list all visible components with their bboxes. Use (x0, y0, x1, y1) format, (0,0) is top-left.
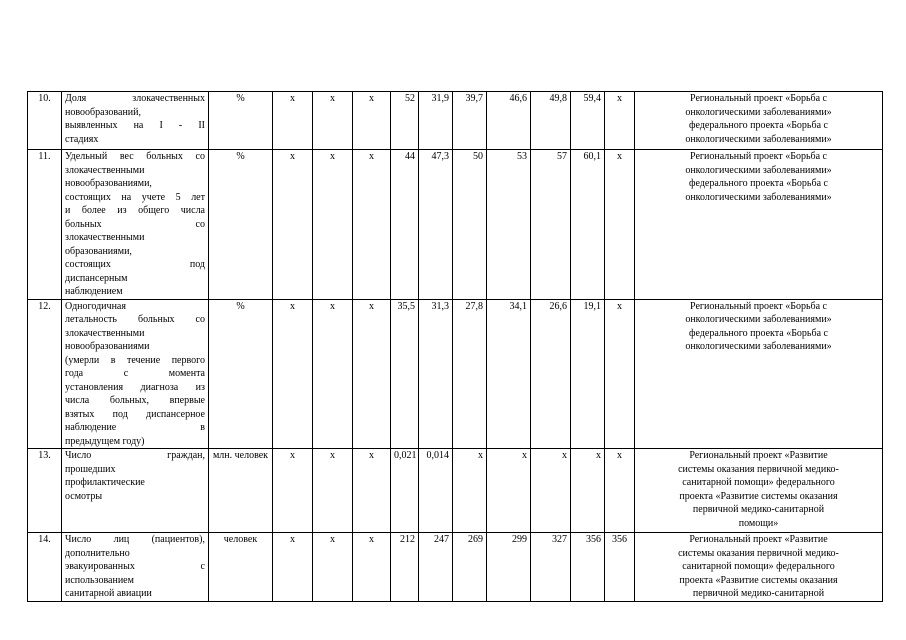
col-y6: 19,1 (571, 299, 605, 449)
source-line: Региональный проект «Борьба с (690, 151, 827, 162)
indicator-cell (62, 299, 209, 449)
col-v3: x (353, 449, 391, 533)
col-y3: x (453, 449, 487, 533)
col-y1: 44 (391, 150, 419, 300)
col-y3: 39,7 (453, 92, 487, 150)
indicator-line: осмотры (65, 490, 103, 502)
col-v2: x (313, 299, 353, 449)
source-line: Региональный проект «Борьба с (690, 300, 827, 312)
col-y2: 31,9 (419, 92, 453, 150)
indicator-line: состоящих на учете 5 лет (65, 191, 205, 203)
table-row (28, 92, 883, 150)
indicator-line: злокачественными (65, 232, 145, 243)
col-y4: 299 (487, 533, 531, 602)
col-y5: x (531, 449, 571, 533)
indicator-line: года с момента (65, 368, 205, 379)
source-line: первичной медико-санитарной (692, 588, 825, 599)
col-v2: x (313, 150, 353, 300)
col-y3: 269 (453, 533, 487, 602)
indicator-line: санитарной авиации (65, 588, 152, 599)
indicator-line: предыдущем году) (65, 435, 145, 447)
col-y6: 59,4 (571, 92, 605, 150)
source-cell (635, 150, 883, 300)
table-row (28, 299, 883, 449)
indicator-line: Удельный вес больных со (65, 151, 205, 162)
col-y5: 57 (531, 150, 571, 300)
indicator-line: злокачественными (65, 164, 145, 176)
indicator-line: наблюдением (65, 286, 123, 297)
source-cell (635, 449, 883, 533)
indicator-line: состоящих под (65, 259, 205, 270)
col-v2: x (313, 533, 353, 602)
col-y5: 26,6 (531, 299, 571, 449)
source-line: онкологическими заболеваниями» (685, 341, 832, 352)
indicator-line: и более из общего числа (65, 205, 205, 216)
col-y6: 60,1 (571, 150, 605, 300)
indicator-line: эвакуированных с (65, 561, 205, 572)
unit-cell: млн. человек (209, 449, 273, 533)
indicator-cell (62, 92, 209, 150)
table-row (28, 449, 883, 533)
table-row (28, 150, 883, 300)
source-line: проекта «Развитие системы оказания (679, 490, 838, 502)
col-y1: 212 (391, 533, 419, 602)
indicator-line: взятых под диспансерное (65, 408, 205, 420)
source-line: проекта «Развитие системы оказания (679, 574, 838, 586)
source-line: федерального проекта «Борьба с (689, 178, 828, 189)
col-y3: 50 (453, 150, 487, 300)
col-y5: 327 (531, 533, 571, 602)
col-y7: x (605, 92, 635, 150)
col-v1: x (273, 533, 313, 602)
indicator-line: новообразованиями, (65, 178, 152, 189)
source-cell (635, 299, 883, 449)
indicator-line: диспансерным (65, 272, 128, 284)
table-body (28, 92, 883, 602)
source-line: системы оказания первичной медико- (678, 463, 839, 475)
col-y7: x (605, 299, 635, 449)
col-y6: x (571, 449, 605, 533)
source-line: помощи» (738, 517, 779, 529)
col-y4: 34,1 (487, 299, 531, 449)
indicator-line: злокачественными (65, 327, 145, 339)
source-line: Региональный проект «Развитие (689, 450, 828, 461)
indicator-line: образованиями, (65, 245, 132, 257)
source-line: системы оказания первичной медико- (678, 547, 839, 559)
indicator-line: выявленных на I - II (65, 120, 205, 131)
indicator-line: Число лиц (пациентов), (65, 534, 205, 545)
indicator-line: профилактические (65, 477, 145, 488)
indicator-line: новообразованиями (65, 341, 150, 352)
col-v2: x (313, 92, 353, 150)
col-y2: 0,014 (419, 449, 453, 533)
indicator-line: летальность больных со (65, 314, 205, 325)
unit-cell: человек (209, 533, 273, 602)
col-y1: 52 (391, 92, 419, 150)
source-line: Региональный проект «Развитие (689, 534, 828, 545)
col-v1: x (273, 299, 313, 449)
row-number: 10. (28, 92, 62, 150)
col-y2: 47,3 (419, 150, 453, 300)
indicator-line: дополнительно (65, 547, 130, 559)
indicator-line: установления диагноза из (65, 381, 205, 393)
col-y4: 53 (487, 150, 531, 300)
unit-cell: % (209, 299, 273, 449)
col-y7: x (605, 449, 635, 533)
indicator-line: Одногодичная (65, 300, 126, 312)
indicator-line: наблюдение в (65, 422, 205, 433)
indicator-line: (умерли в течение первого (65, 354, 205, 366)
indicators-table (27, 91, 883, 602)
source-cell (635, 533, 883, 602)
row-number: 14. (28, 533, 62, 602)
indicator-cell (62, 150, 209, 300)
col-v1: x (273, 92, 313, 150)
indicator-line: использованием (65, 574, 134, 586)
source-line: онкологическими заболеваниями» (685, 133, 832, 145)
col-v3: x (353, 92, 391, 150)
col-y2: 247 (419, 533, 453, 602)
col-v3: x (353, 533, 391, 602)
indicator-line: больных со (65, 218, 205, 230)
source-line: санитарной помощи» федерального (682, 477, 835, 488)
source-line: Региональный проект «Борьба с (690, 93, 827, 104)
unit-cell: % (209, 150, 273, 300)
col-v3: x (353, 150, 391, 300)
source-line: федерального проекта «Борьба с (689, 327, 828, 339)
col-y7: x (605, 150, 635, 300)
row-number: 12. (28, 299, 62, 449)
col-y5: 49,8 (531, 92, 571, 150)
indicator-line: Доля злокачественных (65, 93, 205, 104)
indicator-line: новообразований, (65, 106, 142, 118)
col-v2: x (313, 449, 353, 533)
col-y7: 356 (605, 533, 635, 602)
source-line: онкологическими заболеваниями» (685, 164, 832, 176)
col-y4: x (487, 449, 531, 533)
source-line: федерального проекта «Борьба с (689, 120, 828, 131)
col-v1: x (273, 150, 313, 300)
source-line: первичной медико-санитарной (692, 504, 825, 515)
col-y2: 31,3 (419, 299, 453, 449)
indicator-line: числа больных, впервые (65, 395, 205, 406)
col-v1: x (273, 449, 313, 533)
source-line: санитарной помощи» федерального (682, 561, 835, 572)
source-cell (635, 92, 883, 150)
source-line: онкологическими заболеваниями» (685, 106, 832, 118)
row-number: 13. (28, 449, 62, 533)
col-y1: 0,021 (391, 449, 419, 533)
table-row (28, 533, 883, 602)
indicator-line: Число граждан, (65, 450, 205, 461)
indicator-cell (62, 449, 209, 533)
row-number: 11. (28, 150, 62, 300)
col-y4: 46,6 (487, 92, 531, 150)
col-v3: x (353, 299, 391, 449)
col-y1: 35,5 (391, 299, 419, 449)
unit-cell: % (209, 92, 273, 150)
indicator-line: стадиях (65, 133, 99, 145)
source-line: онкологическими заболеваниями» (685, 314, 832, 325)
col-y6: 356 (571, 533, 605, 602)
indicator-cell (62, 533, 209, 602)
source-line: онкологическими заболеваниями» (685, 191, 832, 203)
col-y3: 27,8 (453, 299, 487, 449)
indicator-line: прошедших (65, 463, 116, 475)
